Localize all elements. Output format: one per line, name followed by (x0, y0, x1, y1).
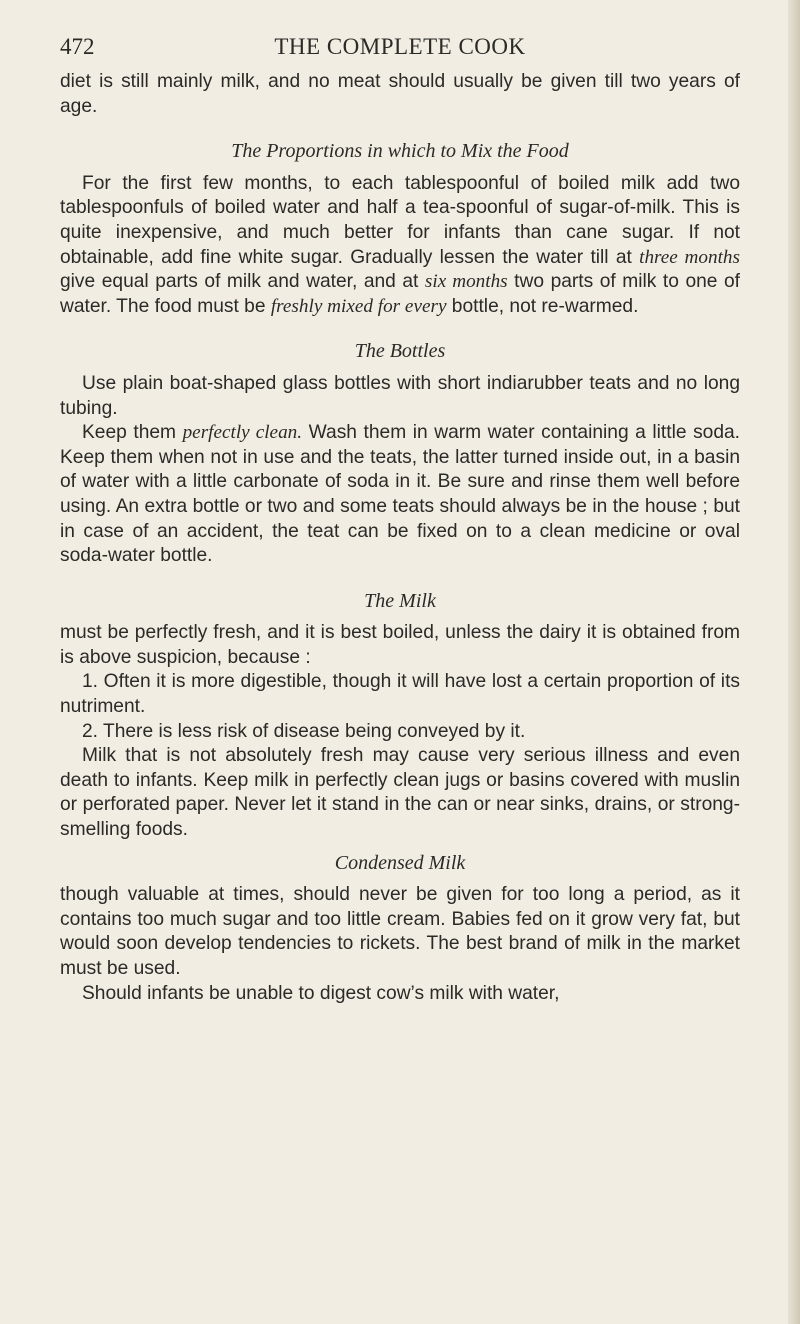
bottles-paragraph-2: Keep them perfectly clean. Wash them in warm water containing a little soda. Keep them when not in use and the teats, the latter turned inside out, in a basin of water with a little carbonate of soda in it. Be sure and rinse them well before using. An extra bottle or two and some teats should always be in the house ; but in case of an accident, the teat can be fixed on to a clean medicine or oval soda-water bottle. (60, 422, 741, 567)
book-page (60, 30, 740, 1006)
condensed-milk-paragraph-1: though valuable at times, should never be given for too long a period, as it contains too much sugar and too little cream. Babies fed on it grow very fat, but would soon develop tendencies to rickets. The best brand of milk in the market must be used. (60, 884, 740, 979)
page-number: 472 (60, 34, 95, 59)
section-heading-milk: The Milk (364, 589, 436, 612)
intro-paragraph: diet is still mainly milk, and no meat should usually be given till two years of age. (60, 71, 740, 117)
proportions-paragraph: For the first few months, to each tablespoonful of boiled milk add two tablespoonfuls of boiled water and half a tea-spoonful of sugar-of-milk. This is quite inexpensive, and much better for infants than cane sugar. If not obtainable, add fine white sugar. Gradually lessen the water till at three months give equal parts of milk and water, and at six months two parts of milk to one of water. The food must be freshly mixed for every bottle, not re-warmed. (60, 172, 741, 317)
milk-paragraph-1: must be perfectly fresh, and it is best boiled, unless the dairy it is obtained from is above suspicion, because : (60, 622, 740, 668)
milk-list-item-1: 1. Often it is more digestible, though it will have lost a certain proportion of its nutriment. (60, 671, 740, 718)
page-edge (788, 0, 800, 1324)
section-heading-proportions: The Proportions in which to Mix the Food (231, 140, 569, 163)
section-heading-condensed-milk: Condensed Milk (334, 851, 466, 874)
page-body (60, 70, 740, 1006)
section-heading-bottles: The Bottles (354, 340, 446, 363)
milk-paragraph-2: Milk that is not absolutely fresh may cause very serious illness and even death to infants. Keep milk in perfectly clean jugs or basins covered with muslin or perforated paper. Never let it stand in the can or near sinks, drains, or strong-smelling foods. (60, 745, 740, 841)
page-header (60, 30, 740, 70)
bottles-paragraph-1: Use plain boat-shaped glass bottles with short indiarubber teats and no long tubing. (60, 372, 740, 419)
condensed-milk-paragraph-2: Should infants be unable to digest cow’s milk with water, (82, 982, 560, 1004)
milk-list-item-2: 2. There is less risk of disease being conveyed by it. (82, 720, 526, 742)
running-head: THE COMPLETE COOK (274, 34, 526, 59)
